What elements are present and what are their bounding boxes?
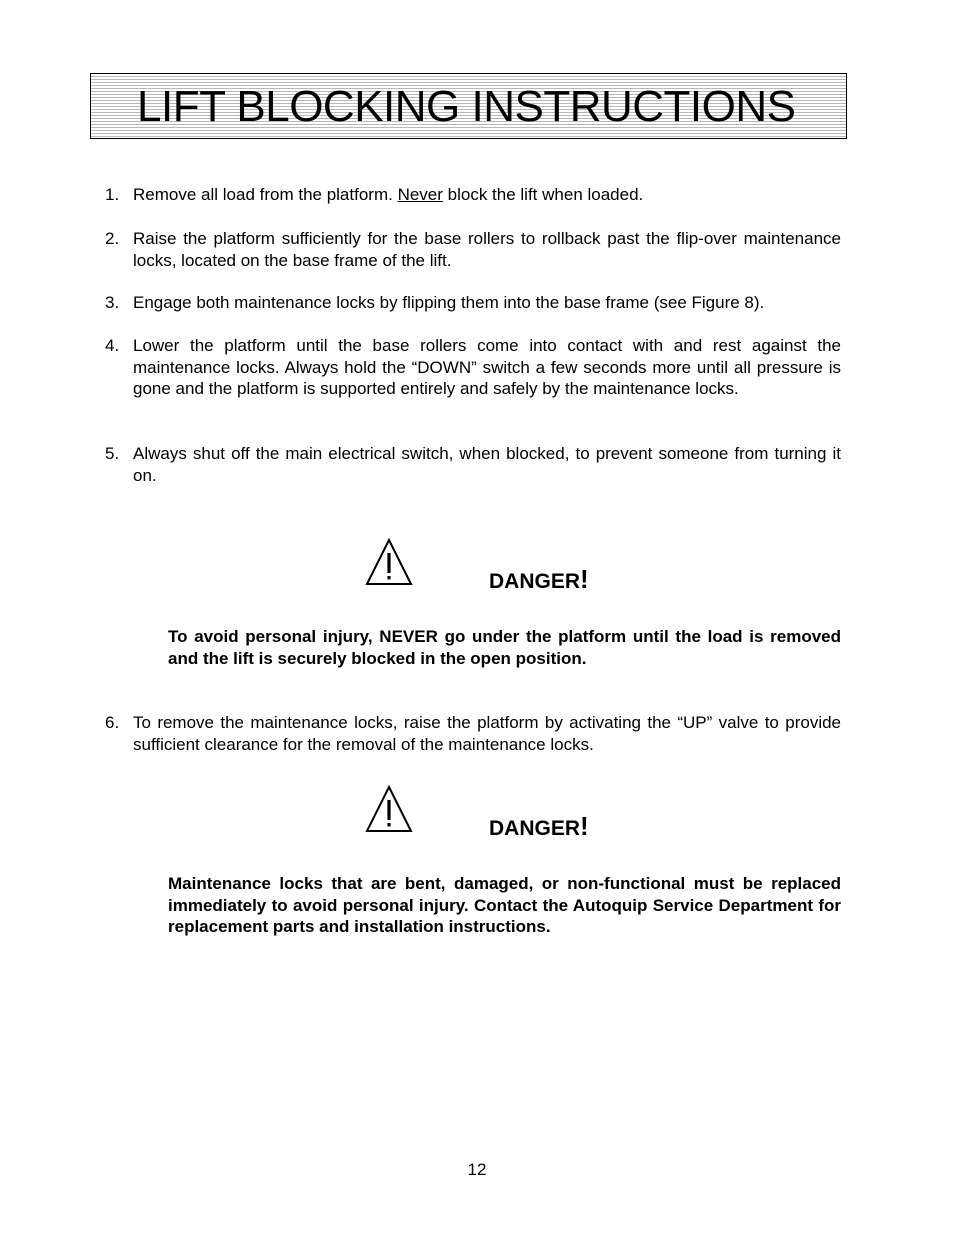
step-text: Engage both maintenance locks by flipping them into the base frame (see Figure 8). (133, 293, 765, 312)
step-number: 1. (105, 185, 120, 204)
step-5 (105, 443, 841, 486)
emphasis-never: Never (397, 185, 443, 204)
danger-heading: DANGER! (489, 564, 589, 594)
step-number: 4. (105, 336, 120, 355)
step-3 (105, 292, 841, 314)
step-number: 2. (105, 229, 120, 248)
title-banner (90, 73, 847, 139)
step-number: 3. (105, 293, 120, 312)
step-text: Lower the platform until the base rollers come into contact with and rest against the maintenance locks. Always hold the “DOWN” switch a few seconds more until all pressure is gone and the platform is supported entirely and safely by the maintenance locks. (133, 336, 841, 398)
step-2 (105, 228, 841, 271)
step-text: To remove the maintenance locks, raise the platform by activating the “UP” valve to provide sufficient clearance for the removal of the maintenance locks. (133, 713, 841, 754)
warning-triangle-icon (364, 537, 414, 587)
page-title: LIFT BLOCKING INSTRUCTIONS (137, 82, 796, 131)
danger-message: To avoid personal injury, NEVER go under the platform until the load is removed and the lift is securely blocked in the open position. (168, 627, 841, 668)
step-4 (105, 335, 841, 400)
warning-triangle-icon (364, 784, 414, 834)
step-number: 6. (105, 713, 120, 732)
page-number: 12 (467, 1160, 487, 1179)
danger-message: Maintenance locks that are bent, damaged, or non-functional must be replaced immediately to avoid personal injury. Contact the Autoquip Service Department for replacement parts and installation instructions. (168, 874, 841, 936)
step-text: Remove all load from the platform. Never block the lift when loaded. (133, 185, 644, 204)
step-1 (105, 184, 841, 206)
step-text: Always shut off the main electrical switch, when blocked, to prevent someone from turning it on. (133, 444, 841, 485)
danger-heading: DANGER! (489, 811, 589, 841)
step-text: Raise the platform sufficiently for the base rollers to rollback past the flip-over maintenance locks, located on the base frame of the lift. (133, 229, 841, 270)
step-number: 5. (105, 444, 120, 463)
step-6 (105, 712, 841, 755)
